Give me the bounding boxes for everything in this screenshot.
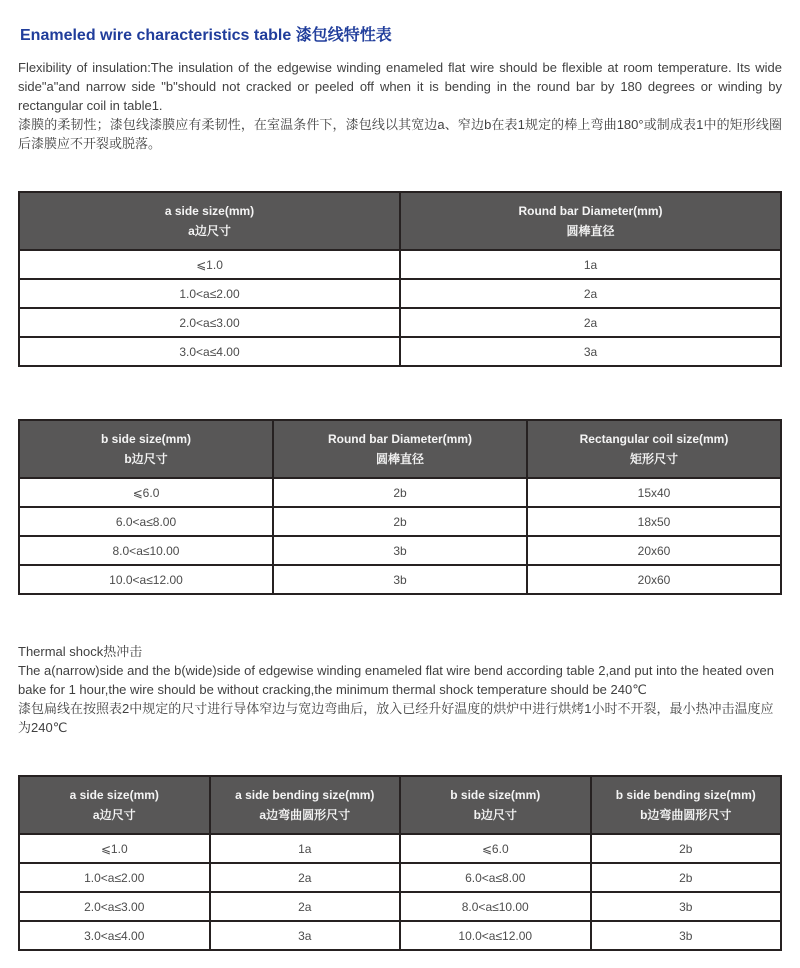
- table-cell: 2b: [273, 478, 527, 507]
- column-header-zh: a边弯曲圆形尺寸: [259, 808, 351, 822]
- table-row: [19, 834, 781, 863]
- column-header-zh: b边弯曲圆形尺寸: [640, 808, 732, 822]
- table-cell: ⩽6.0: [400, 834, 591, 863]
- table-row: [19, 250, 781, 279]
- column-header: [19, 192, 400, 250]
- table-cell: 8.0<a≤10.00: [19, 536, 273, 565]
- table-cell: 2a: [400, 279, 781, 308]
- table-a-side-bending: [18, 191, 782, 367]
- table-cell: 15x40: [527, 478, 781, 507]
- table-cell: 6.0<a≤8.00: [400, 863, 591, 892]
- table-cell: 2.0<a≤3.00: [19, 892, 210, 921]
- table-cell: 3b: [591, 892, 782, 921]
- column-header-zh: 矩形尺寸: [629, 452, 678, 466]
- table-row: [19, 308, 781, 337]
- column-header: [527, 420, 781, 478]
- column-header: [210, 776, 401, 834]
- column-header: [400, 192, 781, 250]
- table-cell: 10.0<a≤12.00: [19, 565, 273, 594]
- table-row: [19, 565, 781, 594]
- column-header-en: Round bar Diameter(mm): [327, 432, 473, 446]
- column-header-en: a side size(mm): [69, 788, 159, 802]
- column-header-zh: a边尺寸: [188, 224, 231, 238]
- column-header-en: b side bending size(mm): [615, 788, 756, 802]
- column-header-en: a side size(mm): [164, 204, 255, 218]
- header-row: [19, 420, 781, 478]
- table-row: [19, 863, 781, 892]
- table-cell: ⩽1.0: [19, 834, 210, 863]
- header-row: [19, 776, 781, 834]
- column-header-zh: 圆棒直径: [566, 224, 615, 238]
- table-cell: 2a: [210, 863, 401, 892]
- column-header: [591, 776, 782, 834]
- header-row: [19, 192, 781, 250]
- table-cell: 20x60: [527, 565, 781, 594]
- table-cell: 1.0<a≤2.00: [19, 279, 400, 308]
- table-cell: 2a: [210, 892, 401, 921]
- table-cell: 10.0<a≤12.00: [400, 921, 591, 950]
- table-cell: 1.0<a≤2.00: [19, 863, 210, 892]
- column-header: [273, 420, 527, 478]
- table-row: [19, 478, 781, 507]
- thermal-shock-heading: Thermal shock热冲击: [18, 644, 143, 659]
- flexibility-text-en: Flexibility of insulation:The insulation of the edgewise winding enameled flat wire should be flexible at room temperature. Its wide side"a"and narrow side "b"should not cracked or peeled off when it is bending in the round bar by 180 degrees or winding by rectangular coil in table1.: [18, 60, 782, 113]
- table-row: [19, 337, 781, 366]
- table-cell: 6.0<a≤8.00: [19, 507, 273, 536]
- table-row: [19, 892, 781, 921]
- table-b-side-bending: [18, 419, 782, 595]
- column-header-en: a side bending size(mm): [235, 788, 375, 802]
- table-cell: 2b: [591, 834, 782, 863]
- table-cell: 2.0<a≤3.00: [19, 308, 400, 337]
- column-header-zh: a边尺寸: [92, 808, 136, 822]
- column-header-zh: b边尺寸: [473, 808, 517, 822]
- table-cell: ⩽6.0: [19, 478, 273, 507]
- column-header-zh: b边尺寸: [124, 452, 168, 466]
- column-header-en: Round bar Diameter(mm): [518, 204, 663, 218]
- table-cell: 20x60: [527, 536, 781, 565]
- table-cell: 2b: [273, 507, 527, 536]
- table-cell: 3.0<a≤4.00: [19, 921, 210, 950]
- thermal-shock-text-en: The a(narrow)side and the b(wide)side of edgewise winding enameled flat wire bend according table 2,and put into the heated oven bake for 1 hour,the wire should be without cracking,the minimum thermal shock temperature should be 240℃: [18, 663, 774, 697]
- column-header: [400, 776, 591, 834]
- column-header-en: b side size(mm): [100, 432, 192, 446]
- table-thermal-shock-sizes: [18, 775, 782, 951]
- table-cell: 1a: [210, 834, 401, 863]
- page-title: Enameled wire characteristics table 漆包线特性表: [20, 27, 392, 44]
- table-row: [19, 507, 781, 536]
- table-cell: 3b: [591, 921, 782, 950]
- table-cell: 8.0<a≤10.00: [400, 892, 591, 921]
- table-cell: 2b: [591, 863, 782, 892]
- table-cell: 3b: [273, 536, 527, 565]
- table-cell: ⩽1.0: [19, 250, 400, 279]
- table-cell: 18x50: [527, 507, 781, 536]
- table-row: [19, 536, 781, 565]
- table-row: [19, 921, 781, 950]
- flexibility-paragraph: [18, 58, 782, 153]
- thermal-shock-section: [18, 642, 782, 737]
- table-row: [19, 279, 781, 308]
- table-cell: 3a: [400, 337, 781, 366]
- table-cell: 3b: [273, 565, 527, 594]
- column-header: [19, 776, 210, 834]
- table-cell: 2a: [400, 308, 781, 337]
- column-header: [19, 420, 273, 478]
- table-cell: 1a: [400, 250, 781, 279]
- table-cell: 3.0<a≤4.00: [19, 337, 400, 366]
- thermal-shock-text-zh: 漆包扁线在按照表2中规定的尺寸进行导体窄边与宽边弯曲后，放入已经升好温度的烘炉中进行烘烤1小时不开裂，最小热冲击温度应为240℃: [18, 701, 774, 735]
- column-header-en: b side size(mm): [450, 788, 541, 802]
- column-header-en: Rectangular coil size(mm): [579, 432, 729, 446]
- flexibility-text-zh: 漆膜的柔韧性；漆包线漆膜应有柔韧性，在室温条件下，漆包线以其宽边a、窄边b在表1规定的棒上弯曲180°或制成表1中的矩形线圈后漆膜应不开裂或脱落。: [18, 117, 782, 151]
- column-header-zh: 圆棒直径: [375, 452, 424, 466]
- table-cell: 3a: [210, 921, 401, 950]
